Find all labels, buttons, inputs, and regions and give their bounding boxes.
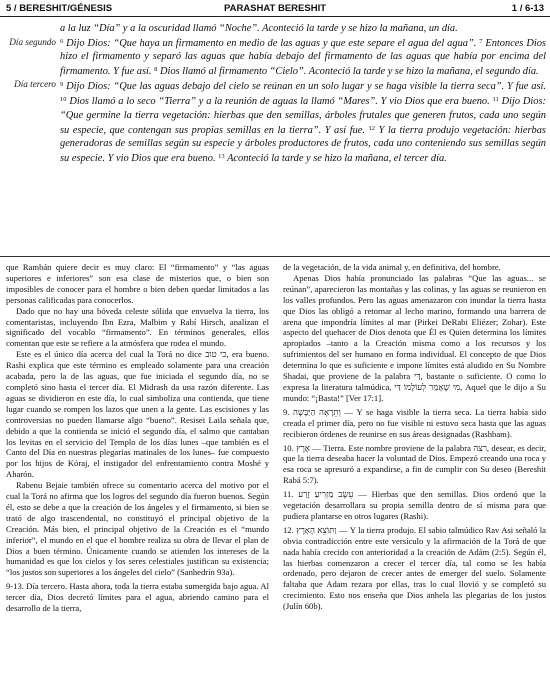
chapter-verse-reference: 1 / 6-13	[511, 3, 544, 14]
parasha-title: PARASHAT BERESHIT	[223, 3, 327, 14]
second-day-text	[60, 35, 546, 78]
commentary-paragraph: que Rambán quiere decir es muy claro: El “firmamento” y “las aguas superiores e inferiores” son esa clase de misterios que, o bien son imposibles de conocer para el hombre o bien deben quedar limitados a las personas calificadas para conocerlos.	[6, 262, 269, 305]
verse-6: Dijo Dios: “Que haya un firmamento en medio de las aguas y que este separe el agua del agua”.	[66, 38, 477, 50]
commentary-paragraph: Apenas Dios había pronunciado las palabras “Que las aguas... se reúnan”, aparecieron las montañas y las colinas, y las aguas se reunieron en los valles profundos. Pero las aguas amenazaron con inundar la tierra hasta que Dios las obligó a retornar al lecho marino, formando una barrera de arena que impondría límites al mar (Pirkei DeRabi Eliézer; Zohar). Este aspecto del quehacer de Dios denota que Él es Quien determina los límites apropiados –tanto a la Creación misma como a los recursos y los sufrimientos del ser humano en forma individual. El concepto de que Dios determina lo que es suficiente e impone límites está aludido en Su Nombre Shadai, que proviene de la palabra דַּי, bastante o suficiente. O como lo expresa la literatura talmúdica, מִי שֶׁאָמַר לְעוֹלָמוֹ דַּי, Aquel que le dijo a Su mundo: “¡Basta!” [Ver 17:1].	[283, 272, 546, 403]
commentary-paragraph: 9-13. Día tercero. Hasta ahora, toda la tierra estaba sumergida bajo agua. Al tercer día, Dios decretó límites para el agua, abriendo camino para el desarrollo de la tierra,	[6, 581, 269, 614]
commentary-paragraph: 11. עֵשֶׂב מַזְרִיעַ זֶרַע — Hierbas que den semillas. Dios ordenó que la vegetación desarrollara su propia semilla dentro de sí misma para que pudiera plantarse en otros lugares (Rashi).	[283, 489, 547, 521]
verse-intro	[6, 22, 546, 35]
commentary-paragraph: 12. וַתּוֹצֵא הָאָרֶץ — Y la tierra produjo. El sabio talmúdico Rav Asi señaló la obvia contradicción entre este versículo y la afirmación de la Torá de que nada había crecido con anterioridad a la creación de Adám (2:5). Según él, las hierbas comenzaron a crecer el tercer día, tal como se les había ordenado, pero dejaron de crecer antes de emerger del suelo. Solamente faltaba que Adam rezara por ellas, tras lo cual llovió y se completó su crecimiento. Esto nos enseña que Dios anhela las plegarias de los justos (Julín 60b).	[283, 524, 546, 612]
commentary-paragraph: Dado que no hay una bóveda celeste sólida que envuelva la tierra, los comentaristas, incluyendo Ibn Ezra, Malbim y Rabí Hirsch, analizan el significado del vocablo “firmamento”. En términos generales, ellos comentan que este se refiere a la atmósfera que rodea el mundo.	[6, 305, 269, 349]
third-day-label: Día tercero	[14, 79, 56, 90]
third-day-text	[60, 78, 546, 165]
verse-number: 11	[492, 96, 499, 104]
verse-number: 13	[218, 152, 225, 160]
verse-12: Y la tierra produjo vegetación: hierbas generadoras de semillas según su especie y árboles productores de frutos, cada uno conteniendo sus semillas según su especie. Y vio Dios que era bueno.	[60, 124, 546, 164]
verse-section	[6, 22, 546, 165]
verse-number: 6	[60, 38, 64, 46]
commentary-paragraph: Este es el único día acerca del cual la Torá no dice כי טוב, era bueno. Rashi explica que este término es empleado solamente para una creación acabada, pero la de las aguas, que fue iniciada el segundo día, no se completó sino hasta el tercer día. El Midrash da una razón diferente. Las aguas se dividieron en este día, lo cual simboliza una contienda, que tiene lugar cuando se rompen los lazos que unen a la gente. Las escisiones y las controversias no pueden llamarse algo “bueno”. Resisei Laila señala que, debido a que la contienda se inició el segundo día, el salmo que cantaban los levitas en el servicio del Templo de los días lunes –que también es el Canto del Día en nuestras plegarias matinales de los lunes– fue compuesto por los hijos de Kóraj, el instigador del enfrentamiento contra Moshé y Aharón.	[6, 349, 269, 480]
verse-11: Dijo Dios: “Que germine la tierra vegetación: hierbas que den semillas, árboles frutales que generen frutos, cada uno según su especie, que contengan sus propias semillas en la tierra”. Y así fue.	[60, 96, 546, 136]
commentary-paragraph: Rabenu Bejaie también ofrece su comentario acerca del motivo por el cual la Torá no afirma que los logros del segundo día fueron buenos. Según él, esto se debe a que la creación de los ángeles y el firmamento, si bien se trató de algo trascendental, no constituyó el principal objetivo de la Creación. Más bien, el principal objetivo de la Creación es el “mundo inferior”, el mundo en el que el hombre realiza su obra de llevar el plan de Dios a buen término. Únicamente cuando se atienden los intereses de la humanidad es que los cielos y los seres celestiales justifican su existencia; “los justos son superiores a los ángeles del cielo” (Sanhedrín 93a).	[6, 480, 269, 578]
verse-8: Dios llamó al firmamento “Cielo”. Aconteció la tarde y se hizo la mañana, el segundo día.	[159, 66, 539, 78]
commentary-right-column	[283, 262, 546, 612]
third-day-block	[6, 78, 546, 165]
second-day-label: Día segundo	[9, 37, 56, 48]
commentary-paragraph: de la vegetación, de la vida animal y, en definitiva, del hombre.	[283, 262, 501, 272]
verse-number: 7	[479, 38, 483, 46]
verse-9: Dijo Dios: “Que las aguas debajo del cielo se reúnan en un solo lugar y se haga visible la tierra seca”. Y fue así.	[66, 81, 546, 93]
verse-number: 12	[368, 124, 376, 132]
verse-7: Entonces Dios hizo el firmamento y separó las aguas que había debajo del firmamento de las aguas que había por encima del firmamento. Y fue así.	[60, 38, 546, 78]
commentary-paragraph: 9. וְתֵרָאֶה הַיַּבָּשָׁה — Y se haga visible la tierra seca. La tierra había sido creada el primer día, pero no fue visible ni estuvo seca hasta que las aguas recibieron órdenes de reunirse en sus áreas designadas (Rashbam).	[283, 406, 547, 439]
commentary-paragraph: 10. אֶרֶץ — Tierra. Este nombre proviene de la palabra רצה, desear, es decir, que la tierra deseaba hacer la voluntad de Dios. Empezó creando una roca y esa roca se apresuró a expandirse, a fin de cumplir con Su deseo (Bereshit Rabá 5:7).	[283, 442, 547, 486]
verse-10: Dios llamó a lo seco “Tierra” y a la reunión de aguas la llamó “Mares”. Y vio Dios que era bueno.	[69, 96, 490, 108]
verse-number: 9	[60, 81, 64, 89]
verse-intro-text: a la luz “Día” y a la oscuridad llamó “Noche”. Aconteció la tarde y se hizo la mañana, un día.	[60, 23, 458, 34]
page-header	[0, 0, 550, 17]
verse-number: 8	[154, 66, 158, 74]
section-divider	[0, 256, 550, 257]
second-day-block	[6, 35, 546, 78]
verse-13: Aconteció la tarde y se hizo la mañana, el tercer día.	[227, 152, 447, 164]
book-reference: 5 / BERESHIT/GÉNESIS	[6, 3, 113, 14]
verse-number: 10	[60, 96, 67, 104]
commentary-left-column	[6, 262, 269, 614]
commentary-section	[6, 262, 546, 690]
